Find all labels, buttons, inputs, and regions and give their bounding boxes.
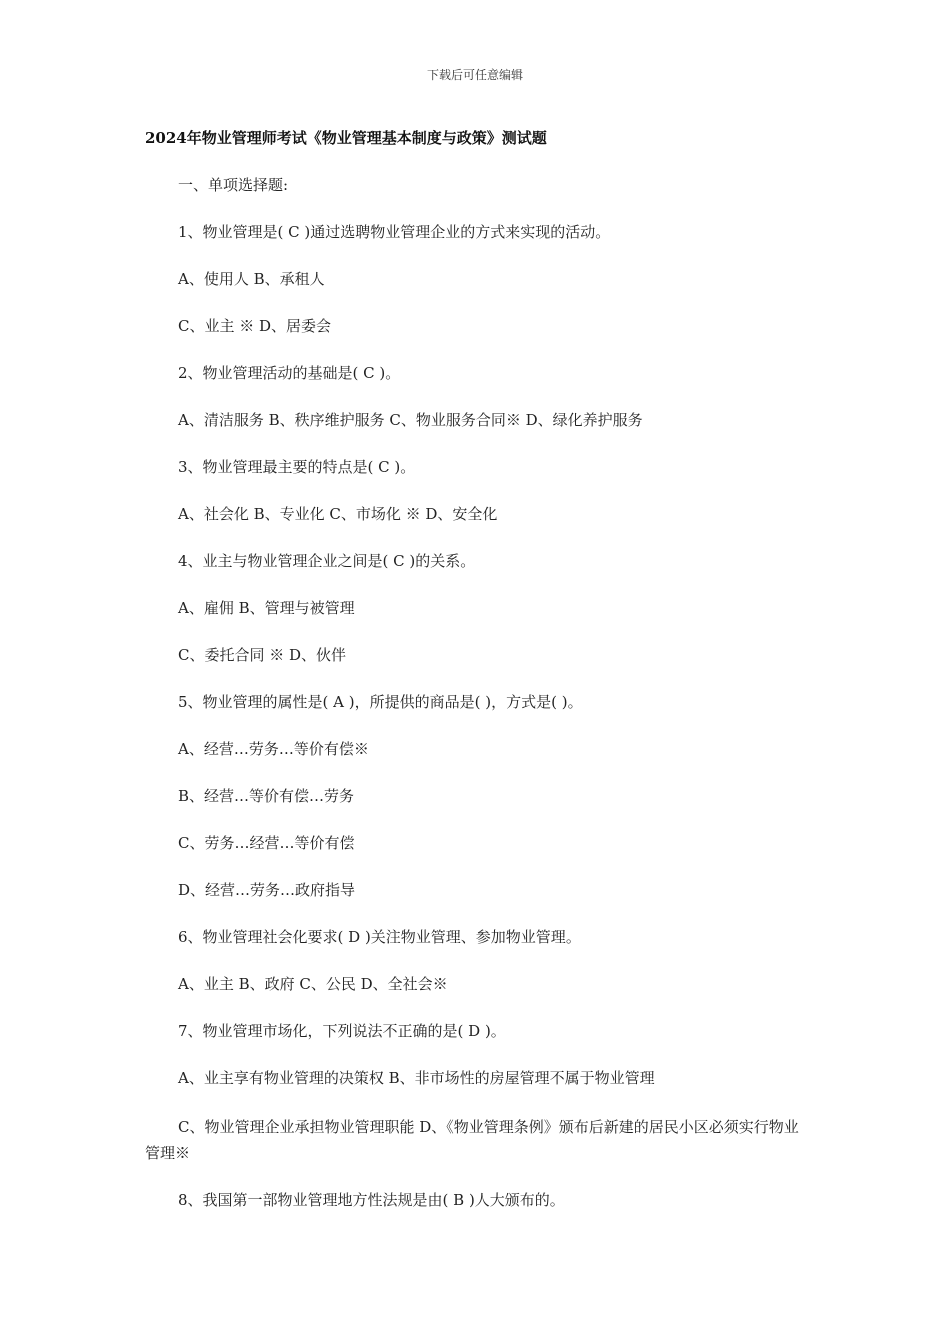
question-4-options-ab: A、雇佣 B、管理与被管理	[178, 599, 355, 617]
question-2-options: A、清洁服务 B、秩序维护服务 C、物业服务合同※ D、绿化养护服务	[178, 411, 643, 429]
question-7-options-cd: C、物业管理企业承担物业管理职能 D、《物业管理条例》颁布后新建的居民小区必须实行物业管理※	[145, 1118, 799, 1162]
question-5-option-d: D、经营…劳务…政府指导	[178, 881, 356, 899]
question-2: 2、物业管理活动的基础是( C )。	[178, 364, 401, 382]
document-title: 2024年物业管理师考试《物业管理基本制度与政策》测试题	[145, 129, 547, 147]
question-7-options-ab: A、业主享有物业管理的决策权 B、非市场性的房屋管理不属于物业管理	[178, 1069, 655, 1087]
question-1: 1、物业管理是( C )通过选聘物业管理企业的方式来实现的活动。	[178, 223, 611, 241]
question-5-option-c: C、劳务…经营…等价有偿	[178, 834, 355, 852]
question-5-option-b: B、经营…等价有偿…劳务	[178, 787, 355, 805]
question-1-options-cd: C、业主 ※ D、居委会	[178, 317, 332, 335]
question-6: 6、物业管理社会化要求( D )关注物业管理、参加物业管理。	[178, 928, 581, 946]
question-3: 3、物业管理最主要的特点是( C )。	[178, 458, 416, 476]
question-5: 5、物业管理的属性是( A )，所提供的商品是( )，方式是( )。	[178, 693, 583, 711]
document-body	[145, 174, 810, 1236]
question-8: 8、我国第一部物业管理地方性法规是由( B )人大颁布的。	[178, 1191, 565, 1209]
question-6-options: A、业主 B、政府 C、公民 D、全社会※	[178, 975, 448, 993]
question-4-options-cd: C、委托合同 ※ D、伙伴	[178, 646, 347, 664]
question-4: 4、业主与物业管理企业之间是( C )的关系。	[178, 552, 476, 570]
section-heading: 一、单项选择题:	[178, 176, 289, 194]
question-1-options-ab: A、使用人 B、承租人	[178, 270, 325, 288]
header-note: 下载后可任意编辑	[426, 68, 523, 82]
question-3-options: A、社会化 B、专业化 C、市场化 ※ D、安全化	[178, 505, 498, 523]
question-7: 7、物业管理市场化，下列说法不正确的是( D )。	[178, 1022, 506, 1040]
question-5-option-a: A、经营…劳务…等价有偿※	[178, 740, 369, 758]
